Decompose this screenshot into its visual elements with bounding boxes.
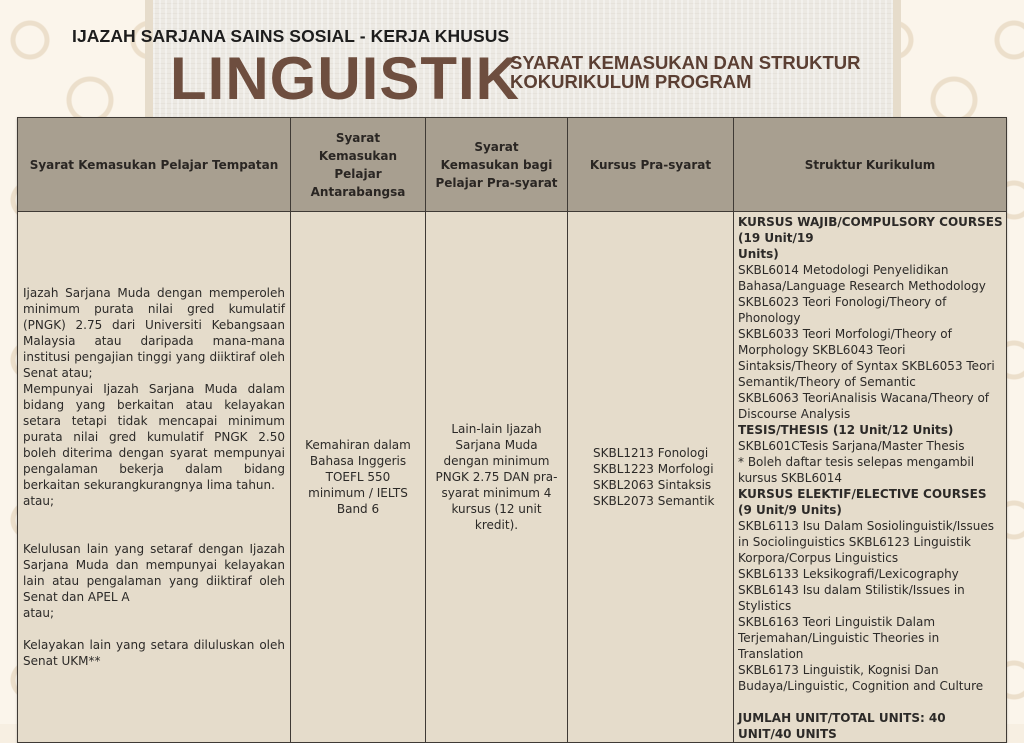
local-requirement-3: Kelulusan lain yang setaraf dengan Ijazah Sarjana Muda dan mempunyai kelayakan lain atau pengalaman yang diiktiraf oleh Senat dan APEL A [23, 542, 285, 604]
compulsory-course: SKBL6014 Metodologi Penyelidikan Bahasa/Language Research Methodology [738, 263, 986, 293]
prerequisite-courses-cell [568, 212, 734, 743]
program-title: LINGUISTIK [170, 45, 520, 112]
compulsory-course: SKBL6063 TeoriAnalisis Wacana/Theory of Discourse Analysis [738, 391, 990, 421]
compulsory-heading: KURSUS WAJIB/COMPULSORY COURSES (19 Unit/19 [738, 215, 1003, 245]
local-requirement-2: Mempunyai Ijazah Sarjana Muda dalam bidang yang berkaitan atau kelayakan setara tetapi tidak mencapai minimum purata nilai gred kumulatif PNGK 2.50 boleh diterima dengan syarat mempunyai pengalaman bekerja dalam bidang berkaitan sekurangkurangnya lima tahun. [23, 382, 285, 492]
program-subtitle: IJAZAH SARJANA SAINS SOSIAL - KERJA KHUSUS [72, 26, 510, 46]
elective-heading: KURSUS ELEKTIF/ELECTIVE COURSES (9 Unit/9 Units) [738, 487, 987, 517]
thesis-course: SKBL601CTesis Sarjana/Master Thesis [738, 439, 965, 453]
local-requirement-or-2: atau; [23, 606, 55, 620]
total-units: JUMLAH UNIT/TOTAL UNITS: 40 UNIT/40 UNITS [738, 711, 946, 741]
elective-course: SKBL6133 Leksikografi/Lexicography SKBL6143 Isu dalam Stilistik/Issues in Stylistics [738, 567, 965, 613]
compulsory-course: SKBL6033 Teori Morfologi/Theory of Morphology SKBL6043 Teori Sintaksis/Theory of Syntax SKBL6053 Teori Semantik/Theory of Semantic [738, 327, 995, 389]
section-title-line-1: SYARAT KEMASUKAN DAN STRUKTUR [510, 52, 861, 73]
elective-course: SKBL6173 Linguistik, Kognisi Dan Budaya/Linguistic, Cognition and Culture [738, 663, 984, 693]
column-header-international: Syarat Kemasukan Pelajar Antarabangsa [291, 118, 426, 212]
column-header-local: Syarat Kemasukan Pelajar Tempatan [18, 118, 291, 212]
local-requirement-4: Kelayakan lain yang setara diluluskan oleh Senat UKM** [23, 638, 285, 668]
column-header-prerequisite-courses: Kursus Pra-syarat [568, 118, 734, 212]
prerequisite-course: SKBL1213 Fonologi [593, 446, 709, 460]
column-header-curriculum: Struktur Kurikulum [734, 118, 1007, 212]
prerequisite-requirement-cell: Lain-lain Ijazah Sarjana Muda dengan minimum PNGK 2.75 DAN pra-syarat minimum 4 kursus (12 unit kredit). [426, 212, 568, 743]
local-requirement-1: Ijazah Sarjana Muda dengan memperoleh minimum purata nilai gred kumulatif (PNGK) 2.75 dari Universiti Kebangsaan Malaysia atau daripada mana-mana institusi pengajian tinggi yang diiktiraf oleh Senat atau; [23, 286, 285, 380]
program-requirements-table [17, 117, 1007, 743]
prerequisite-course: SKBL1223 Morfologi [593, 462, 714, 476]
local-requirements-cell [18, 212, 291, 743]
international-requirement-cell: Kemahiran dalam Bahasa Inggeris TOEFL 550 minimum / IELTS Band 6 [291, 212, 426, 743]
prerequisite-course: SKBL2063 Sintaksis [593, 478, 712, 492]
prerequisite-course: SKBL2073 Semantik [593, 494, 715, 508]
column-header-prerequisite-students: Syarat Kemasukan bagi Pelajar Pra-syarat [426, 118, 568, 212]
local-requirement-or-1: atau; [23, 494, 55, 508]
thesis-note: * Boleh daftar tesis selepas mengambil kursus SKBL6014 [738, 455, 975, 485]
thesis-heading: TESIS/THESIS (12 Unit/12 Units) [738, 423, 954, 437]
section-title-line-2: KOKURIKULUM PROGRAM [510, 71, 752, 92]
compulsory-course: SKBL6023 Teori Fonologi/Theory of Phonology [738, 295, 947, 325]
elective-course: SKBL6163 Teori Linguistik Dalam Terjemahan/Linguistic Theories in Translation [738, 615, 940, 661]
table-row [18, 212, 1007, 743]
compulsory-heading-units: Units) [738, 247, 779, 261]
curriculum-cell [734, 212, 1007, 743]
table-header-row [18, 118, 1007, 212]
elective-course: SKBL6113 Isu Dalam Sosiolinguistik/Issues in Sociolinguistics SKBL6123 Linguistik Korpora/Corpus Linguistics [738, 519, 995, 565]
section-title [510, 53, 860, 91]
